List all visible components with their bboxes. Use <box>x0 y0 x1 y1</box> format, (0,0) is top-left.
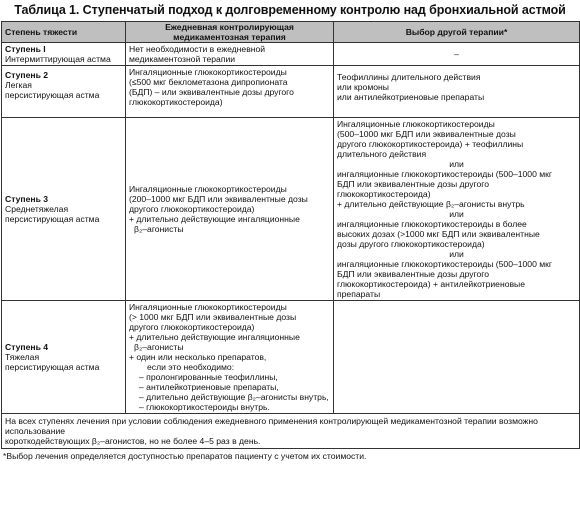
therapy-table <box>1 21 580 449</box>
stage-4-therapy-list-item: – глюкокортикостероиды внутрь. <box>139 402 270 412</box>
stage-3-other-line: Ингаляционные глюкокортикостероиды <box>337 119 495 129</box>
footnote: *Выбор лечения определяется доступностью препаратов пациенту с учетом их стоимости. <box>3 451 367 461</box>
table-footer-cell <box>2 414 580 449</box>
stage-3-other-line: длительного действия <box>337 149 427 159</box>
stage-4-therapy <box>126 301 334 414</box>
stage-4-therapy-line: если это необходимо: <box>147 362 235 372</box>
stage-4-therapy-line: (> 1000 мкг БДП или эквивалентные дозы <box>129 312 297 322</box>
stage-3-therapy-line: другого глюкокортикостероида) <box>129 204 255 214</box>
stage-4-name1: Тяжелая <box>5 352 40 362</box>
footer-line: короткодействующих β₂–агонистов, но не более 4–5 раз в день. <box>5 436 261 446</box>
stage-3-name2: персистирующая астма <box>5 214 100 224</box>
stage-3-other-line: + длительно действующие β₂–агонисты внутрь <box>337 199 525 209</box>
stage-2-other-line: или антилейкотриеновые препараты <box>337 92 485 102</box>
header-daily-therapy-line1: Ежедневная контролирующая <box>165 22 294 32</box>
stage-2-name2: персистирующая астма <box>5 90 100 100</box>
stage-3-other-line: ингаляционные глюкокортикостероиды (500–1000 мкг <box>337 259 553 269</box>
stage-3-or-label: или <box>449 249 464 259</box>
stage-2-other <box>334 66 580 118</box>
stage-2-therapy <box>126 66 334 118</box>
stage-4-therapy-line: + длительно действующие ингаляционные <box>129 332 300 342</box>
stage-1-cell <box>2 43 126 66</box>
stage-4-therapy-list-item: – длительно действующие β₂–агонисты внутрь, <box>139 392 329 402</box>
stage-3-other-line: дозы другого глюкокортикостероида) <box>337 239 485 249</box>
stage-3-therapy-line: Ингаляционные глюкокортикостероиды <box>129 184 287 194</box>
stage-3-other-line: БДП или эквивалентные дозы другого <box>337 179 489 189</box>
stage-1-title: Ступень I <box>5 44 46 54</box>
stage-2-cell <box>2 66 126 118</box>
stage-3-other-line: глюкокортикостероида) + антилейкотриеновые <box>337 279 526 289</box>
table-row-stage-1 <box>2 43 580 66</box>
stage-3-therapy-line: β₂–агонисты <box>134 224 184 234</box>
stage-3-other <box>334 118 580 301</box>
stage-3-other-line: БДП или эквивалентные дозы другого <box>337 269 489 279</box>
stage-3-therapy <box>126 118 334 301</box>
stage-2-therapy-line: (≤500 мкг беклометазона дипропионата <box>129 77 288 87</box>
stage-2-therapy-line: глюкокортикостероида) <box>129 97 223 107</box>
header-daily-therapy-line2: медикаментозная терапия <box>173 32 286 42</box>
stage-3-other-line: высоких дозах (>1000 мкг БДП или эквивалентные <box>337 229 540 239</box>
stage-2-other-line: или кромоны <box>337 82 389 92</box>
stage-2-name1: Легкая <box>5 80 32 90</box>
table-title: Таблица 1. Ступенчатый подход к долговременному контролю над бронхиальной астмой <box>14 3 566 17</box>
header-severity: Степень тяжести <box>2 22 126 43</box>
header-daily-therapy <box>126 22 334 43</box>
stage-3-title: Ступень 3 <box>5 194 49 204</box>
stage-2-therapy-line: Ингаляционные глюкокортикостероиды <box>129 67 287 77</box>
stage-3-or-label: или <box>449 159 464 169</box>
stage-2-therapy-line: (БДП) – или эквивалентные дозы другого <box>129 87 294 97</box>
stage-2-other-line: Теофиллины длительного действия <box>337 72 481 82</box>
stage-3-therapy-line: + длительно действующие ингаляционные <box>129 214 300 224</box>
stage-3-therapy-line: (200–1000 мкг БДП или эквивалентные дозы <box>129 194 308 204</box>
stage-1-therapy <box>126 43 334 66</box>
stage-2-title: Ступень 2 <box>5 70 49 80</box>
stage-4-therapy-line: другого глюкокортикостероида) <box>129 322 255 332</box>
stage-4-title: Ступень 4 <box>5 342 49 352</box>
stage-3-other-line: (500–1000 мкг БДП или эквивалентные дозы <box>337 129 516 139</box>
stage-3-other-line: глюкокортикостероида) <box>337 189 431 199</box>
stage-3-or-label: или <box>449 209 464 219</box>
stage-3-other-line: ингаляционные глюкокортикостероиды (500–1000 мкг <box>337 169 553 179</box>
stage-1-other: – <box>334 43 580 66</box>
stage-3-other-line: другого глюкокортикостероида) + теофиллины <box>337 139 524 149</box>
stage-3-other-line: ингаляционные глюкокортикостероиды в более <box>337 219 527 229</box>
stage-1-name: Интермиттирующая астма <box>5 54 111 64</box>
stage-3-name1: Среднетяжелая <box>5 204 69 214</box>
table-row-stage-2 <box>2 66 580 118</box>
stage-3-cell <box>2 118 126 301</box>
stage-1-therapy-line: Нет необходимости в ежедневной <box>129 44 266 54</box>
stage-4-name2: персистирующая астма <box>5 362 100 372</box>
footer-line: На всех ступенях лечения при условии соблюдения ежедневного применения контролирующей медикаментозной терапии возможно использование <box>5 416 538 436</box>
stage-4-other <box>334 301 580 414</box>
header-other-therapy: Выбор другой терапии* <box>334 22 580 43</box>
stage-4-therapy-line: + один или несколько препаратов, <box>129 352 267 362</box>
stage-3-other-line: препараты <box>337 289 381 299</box>
stage-4-therapy-list-item: – пролонгированные теофиллины, <box>139 372 278 382</box>
stage-4-cell <box>2 301 126 414</box>
table-header-row <box>2 22 580 43</box>
stage-4-therapy-line: β₂–агонисты <box>134 342 184 352</box>
table-row-stage-4 <box>2 301 580 414</box>
table-footer-row <box>2 414 580 449</box>
stage-1-therapy-line: медикаментозной терапии <box>129 54 236 64</box>
table-row-stage-3 <box>2 118 580 301</box>
stage-4-therapy-list-item: – антилейкотриеновые препараты, <box>139 382 279 392</box>
stage-4-therapy-line: Ингаляционные глюкокортикостероиды <box>129 302 287 312</box>
